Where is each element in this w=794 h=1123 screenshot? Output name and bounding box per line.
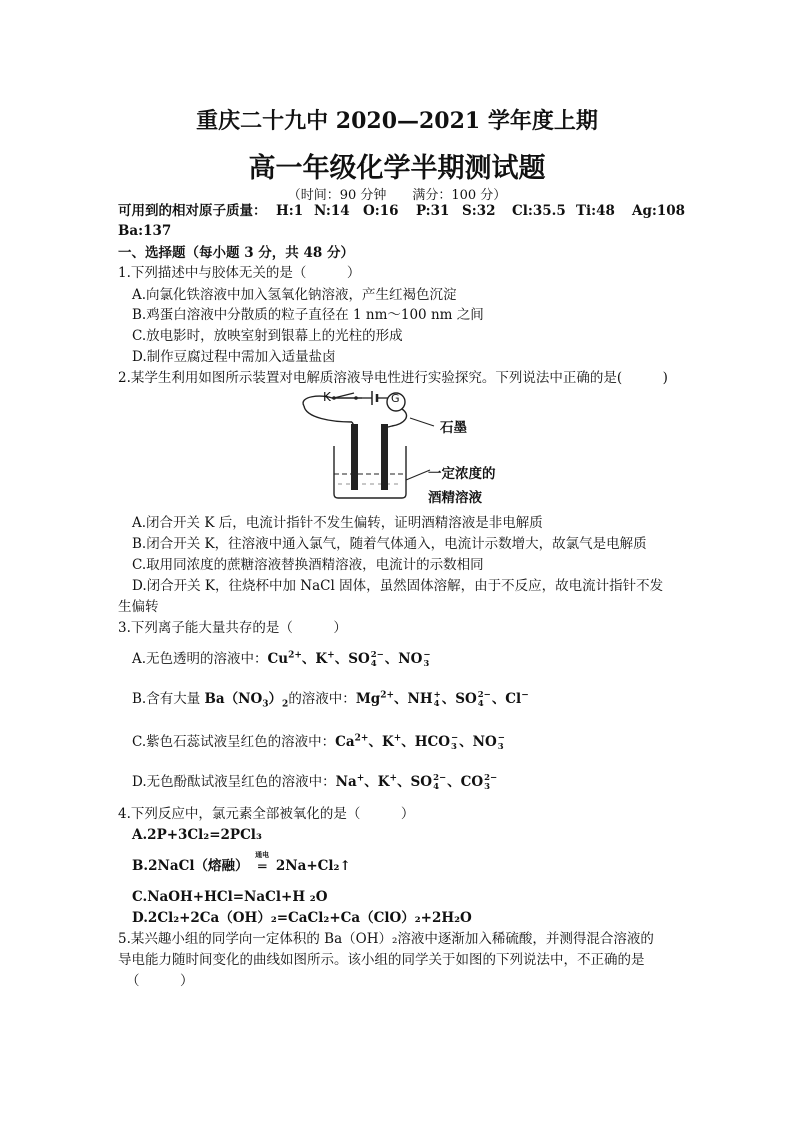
q1-option-a: A.向氯化铁溶液中加入氢氧化钠溶液，产生红褐色沉淀 [132, 287, 457, 303]
galvanometer-label: G [391, 392, 400, 405]
q4-option-b [132, 849, 351, 876]
q4-option-b-suffix: 2Na+Cl₂↑ [275, 858, 351, 874]
section-heading: 一、选择题（每小题 3 分，共 48 分） [118, 245, 354, 261]
school-title: 重庆二十九中 2020—2021 学年度上期 [196, 108, 598, 134]
q4-stem: 4.下列反应中，氯元素全部被氧化的是（ ） [118, 806, 415, 822]
q2-option-b: B.闭合开关 K，往溶液中通入氯气，随着气体通入，电流计示数增大，故氯气是电解质 [132, 536, 647, 552]
q5-stem-line1: 5.某兴趣小组的同学向一定体积的 Ba（OH）₂溶液中逐渐加入稀硫酸，并测得混合溶液的 [118, 931, 654, 947]
q3-option-c-prefix: C.紫色石蕊试液呈红色的溶液中： [132, 734, 336, 750]
atomic-mass-p: P:31 [416, 203, 450, 219]
q3-option-b-prefix: B.含有大量 [132, 691, 205, 707]
apparatus-drawing [292, 388, 522, 506]
q2-stem: 2.某学生利用如图所示装置对电解质溶液导电性进行实验探究。下列说法中正确的是( ) [118, 370, 668, 386]
atomic-mass-ag: Ag:108 [632, 203, 686, 219]
q4-option-c: C.NaOH+HCl=NaCl+H ₂O [132, 889, 328, 905]
q1-option-c: C.放电影时，放映室射到银幕上的光柱的形成 [132, 328, 403, 344]
q3-option-d: D.无色酚酞试液呈红色的溶液中：Na+、K+、SO 2− 4 、CO 2− 3 [132, 772, 498, 792]
q3-option-b-mid: 的溶液中： [288, 691, 356, 707]
conductivity-apparatus-figure [292, 388, 522, 506]
q1-stem: 1.下列描述中与胶体无关的是（ ） [118, 265, 361, 281]
q2-option-a: A.闭合开关 K 后，电流计指针不发生偏转，证明酒精溶液是非电解质 [132, 515, 543, 531]
q4-option-d: D.2Cl₂+2Ca（OH）₂=CaCl₂+Ca（ClO）₂+2H₂O [132, 910, 472, 926]
graphite-label: 石墨 [440, 420, 467, 436]
q4-option-b-prefix: B.2NaCl（熔融） [132, 858, 249, 874]
q3-option-b: B.含有大量 $Ba(NO_3)_2$的溶液中：$Mg^{2+}$、NH + 4 、SO 2− 4 、Cl− [132, 689, 529, 710]
q4-option-a: A.2P+3Cl₂=2PCl₃ [132, 827, 262, 843]
solution-label-line1: 一定浓度的 [428, 466, 496, 482]
q5-stem-line2: 导电能力随时间变化的曲线如图所示。该小组的同学关于如图的下列说法中，不正确的是 [118, 952, 645, 968]
atomic-mass-label: 可用到的相对原子质量： [118, 203, 267, 219]
q3-option-a-prefix: A.无色透明的溶液中： [132, 651, 268, 667]
time-score-info: （时间：90 分钟 满分：100 分） [287, 188, 507, 203]
atomic-mass-n: N:14 [314, 203, 350, 219]
q3-option-a: A.无色透明的溶液中：$Cu^{2+}$、K+、SO 2− 4 、NO − 3 [132, 649, 431, 669]
switch-k-label: K [323, 390, 331, 404]
atomic-mass-o: O:16 [363, 203, 399, 219]
atomic-mass-cl: Cl:35.5 [512, 203, 566, 219]
q1-option-d: D.制作豆腐过程中需加入适量盐卤 [132, 349, 336, 365]
electrolysis-condition: 通电 [255, 849, 270, 859]
q5-stem-line3: （ ） [126, 973, 194, 989]
exam-title: 高一年级化学半期测试题 [248, 153, 546, 184]
q1-option-b: B.鸡蛋白溶液中分散质的粒子直径在 1 nm～100 nm 之间 [132, 307, 484, 323]
q3-stem: 3.下列离子能大量共存的是（ ） [118, 620, 347, 636]
electrolysis-sign: 通电 ═ [253, 858, 271, 876]
atomic-mass-h: H:1 [276, 203, 304, 219]
q3-option-d-prefix: D.无色酚酞试液呈红色的溶液中： [132, 774, 336, 790]
atomic-mass-s: S:32 [462, 203, 496, 219]
q2-option-c: C.取用同浓度的蔗糖溶液替换酒精溶液，电流计的示数相同 [132, 557, 484, 573]
q3-option-c: C.紫色石蕊试液呈红色的溶液中：$Ca^{2+}$、K+、HCO − 3 、NO − 3 [132, 732, 505, 752]
atomic-mass-ti: Ti:48 [576, 203, 615, 219]
atomic-mass-ba: Ba:137 [118, 223, 172, 239]
q2-option-d-line1: D.闭合开关 K，往烧杯中加 NaCl 固体，虽然固体溶解，由于不反应，故电流计指针不发 [132, 578, 664, 594]
solution-label-line2: 酒精溶液 [428, 490, 482, 506]
q2-option-d-line2: 生偏转 [118, 599, 159, 615]
